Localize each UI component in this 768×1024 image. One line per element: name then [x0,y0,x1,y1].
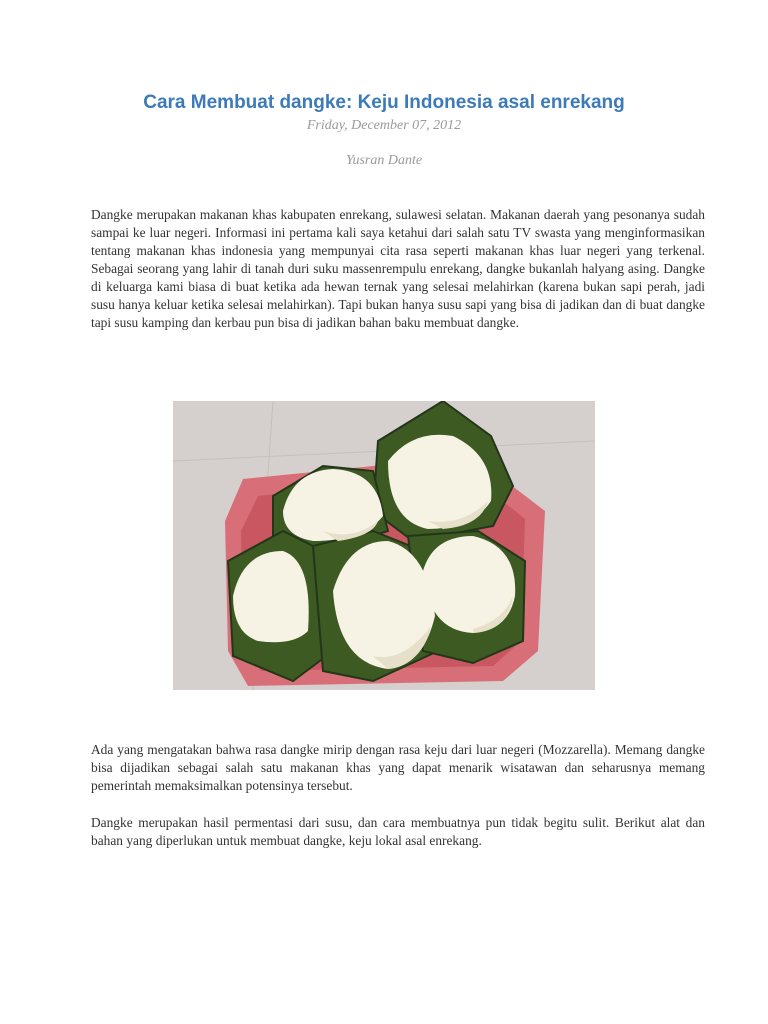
paragraph-mozzarella: Ada yang mengatakan bahwa rasa dangke mirip dengan rasa keju dari luar negeri (Mozzarella). Memang dangke bisa dijadikan sebagai salah satu makanan khas yang dapat menarik wisatawan dan seharusnya memang pemerintah memaksimalkan potensinya tersebut. [91,742,705,793]
dangke-photo [173,401,595,690]
paragraph-ingredients: Dangke merupakan hasil permentasi dari susu, dan cara membuatnya pun tidak begitu sulit. Berikut alat dan bahan yang diperlukan untuk membuat dangke, keju lokal asal enrekang. [91,815,705,848]
dangke-cheese-image [173,401,595,690]
article-title: Cara Membuat dangke: Keju Indonesia asal enrekang [143,92,625,113]
post-author: Yusran Dante [345,153,423,168]
post-date: Friday, December 07, 2012 [306,118,462,133]
paragraph-intro: Dangke merupakan makanan khas kabupaten enrekang, sulawesi selatan. Makanan daerah yang pesonanya sudah sampai ke luar negeri. Informasi ini pertama kali saya ketahui dari salah satu TV swasta yang menginformasikan tentang makanan khas indonesia yang mempunyai cita rasa seperti makanan khas luar negeri yang terkenal. Sebagai seorang yang lahir di tanah duri suku massenrempulu enrekang, dangke bukanlah halyang asing. Dangke di keluarga kami biasa di buat ketika ada hewan ternak yang selesai melahirkan (karena bukan sapi perah, jadi susu hanya keluar ketika selesai melahirkan). Tapi bukan hanya susu sapi yang bisa di jadikan dan di buat dangke tapi susu kamping dan kerbau pun bisa di jadikan bahan baku membuat dangke. [91,207,705,330]
